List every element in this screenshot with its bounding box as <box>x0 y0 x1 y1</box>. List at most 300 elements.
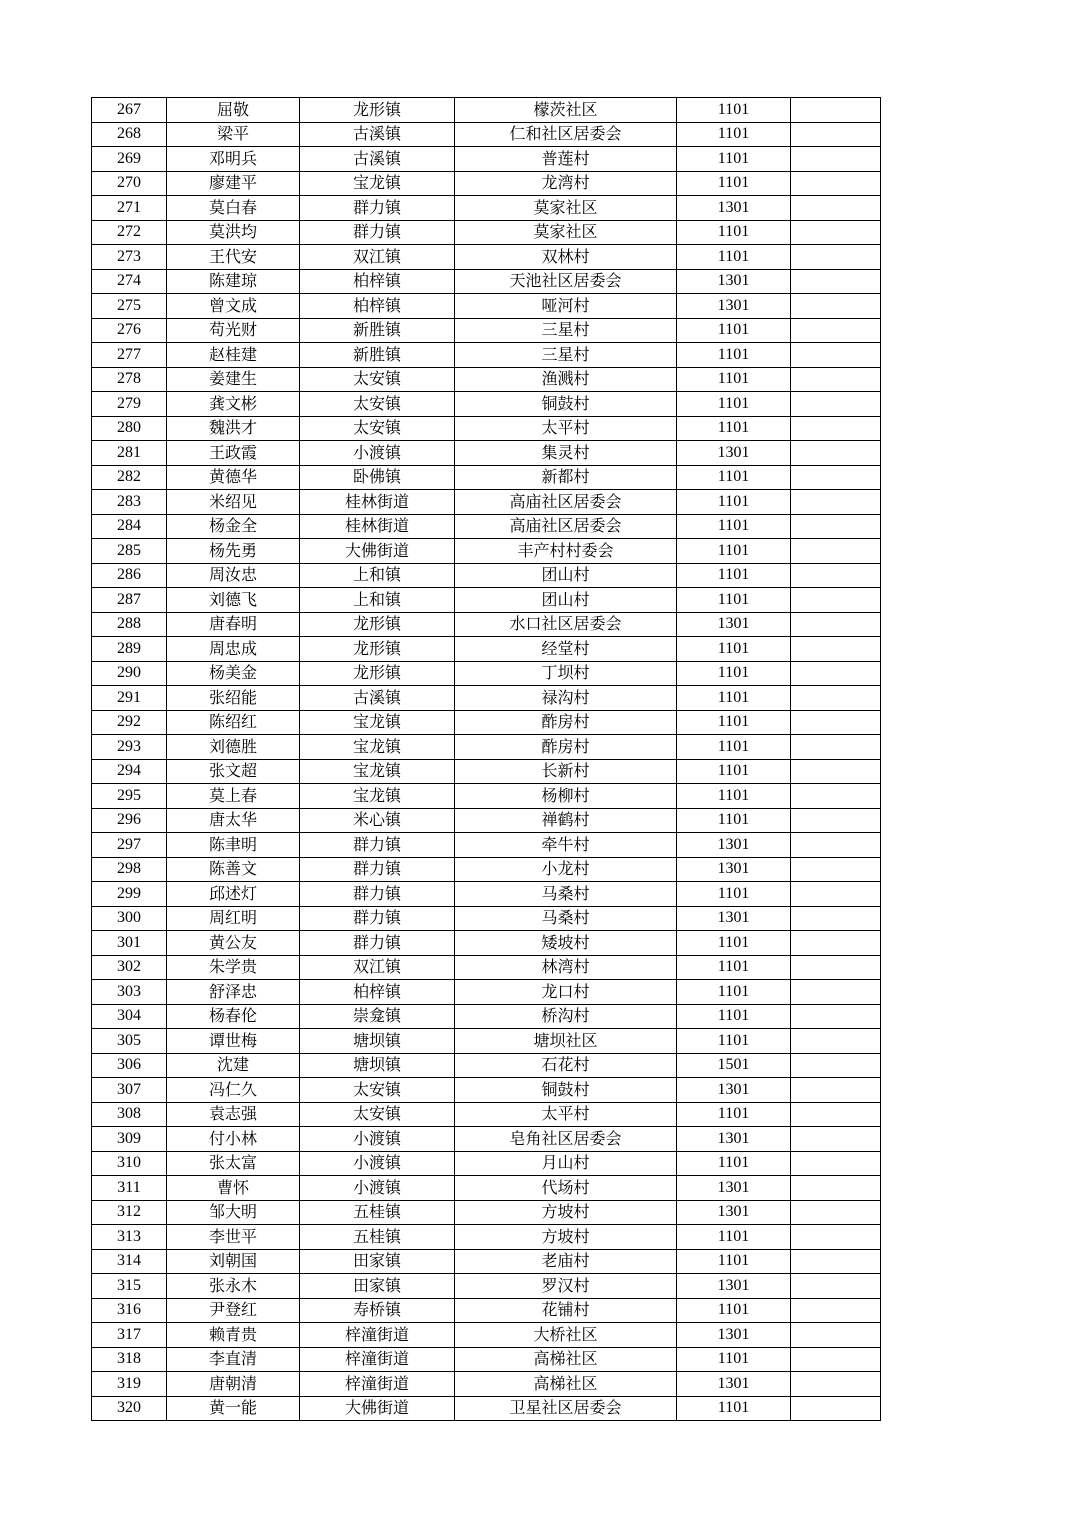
remark-cell <box>791 1102 881 1127</box>
name-cell: 尹登红 <box>167 1298 300 1323</box>
row-number-cell: 316 <box>92 1298 167 1323</box>
remark-cell <box>791 539 881 564</box>
row-number-cell: 289 <box>92 637 167 662</box>
row-number-cell: 312 <box>92 1200 167 1225</box>
table-row <box>92 1078 881 1103</box>
remark-cell <box>791 392 881 417</box>
remark-cell <box>791 1176 881 1201</box>
table-row <box>92 1004 881 1029</box>
row-number-cell: 273 <box>92 245 167 270</box>
town-cell: 崇龛镇 <box>300 1004 455 1029</box>
village-cell: 高庙社区居委会 <box>455 490 677 515</box>
name-cell: 刘朝国 <box>167 1249 300 1274</box>
code-cell: 1101 <box>677 1004 791 1029</box>
remark-cell <box>791 1323 881 1348</box>
town-cell: 卧佛镇 <box>300 465 455 490</box>
row-number-cell: 280 <box>92 416 167 441</box>
code-cell: 1101 <box>677 661 791 686</box>
town-cell: 太安镇 <box>300 1102 455 1127</box>
name-cell: 舒泽忠 <box>167 980 300 1005</box>
village-cell: 老庙村 <box>455 1249 677 1274</box>
remark-cell <box>791 514 881 539</box>
remark-cell <box>791 906 881 931</box>
table-row <box>92 465 881 490</box>
name-cell: 唐春明 <box>167 612 300 637</box>
name-cell: 陈聿明 <box>167 833 300 858</box>
code-cell: 1301 <box>677 1323 791 1348</box>
table-row <box>92 1102 881 1127</box>
code-cell: 1101 <box>677 686 791 711</box>
remark-cell <box>791 1151 881 1176</box>
remark-cell <box>791 735 881 760</box>
village-cell: 马桑村 <box>455 906 677 931</box>
remark-cell <box>791 980 881 1005</box>
town-cell: 宝龙镇 <box>300 710 455 735</box>
row-number-cell: 295 <box>92 784 167 809</box>
name-cell: 杨金全 <box>167 514 300 539</box>
code-cell: 1101 <box>677 343 791 368</box>
town-cell: 上和镇 <box>300 563 455 588</box>
village-cell: 天池社区居委会 <box>455 269 677 294</box>
row-number-cell: 270 <box>92 171 167 196</box>
row-number-cell: 310 <box>92 1151 167 1176</box>
village-cell: 团山村 <box>455 563 677 588</box>
village-cell: 莫家社区 <box>455 220 677 245</box>
village-cell: 花铺村 <box>455 1298 677 1323</box>
name-cell: 屈敬 <box>167 98 300 123</box>
table-row <box>92 392 881 417</box>
name-cell: 唐朝清 <box>167 1372 300 1397</box>
table-row <box>92 1029 881 1054</box>
row-number-cell: 318 <box>92 1347 167 1372</box>
table-row <box>92 1225 881 1250</box>
code-cell: 1301 <box>677 612 791 637</box>
town-cell: 梓潼街道 <box>300 1347 455 1372</box>
village-cell: 水口社区居委会 <box>455 612 677 637</box>
name-cell: 陈善文 <box>167 857 300 882</box>
remark-cell <box>791 1029 881 1054</box>
remark-cell <box>791 882 881 907</box>
code-cell: 1301 <box>677 1176 791 1201</box>
remark-cell <box>791 490 881 515</box>
roster-table <box>91 97 881 1421</box>
code-cell: 1101 <box>677 98 791 123</box>
remark-cell <box>791 808 881 833</box>
village-cell: 长新村 <box>455 759 677 784</box>
table-row <box>92 122 881 147</box>
name-cell: 刘德飞 <box>167 588 300 613</box>
table-row <box>92 955 881 980</box>
code-cell: 1101 <box>677 1396 791 1421</box>
row-number-cell: 298 <box>92 857 167 882</box>
code-cell: 1101 <box>677 318 791 343</box>
town-cell: 双江镇 <box>300 955 455 980</box>
code-cell: 1101 <box>677 759 791 784</box>
town-cell: 柏梓镇 <box>300 269 455 294</box>
remark-cell <box>791 1249 881 1274</box>
town-cell: 小渡镇 <box>300 1176 455 1201</box>
remark-cell <box>791 1053 881 1078</box>
code-cell: 1101 <box>677 392 791 417</box>
table-row <box>92 367 881 392</box>
town-cell: 群力镇 <box>300 220 455 245</box>
village-cell: 龙湾村 <box>455 171 677 196</box>
remark-cell <box>791 833 881 858</box>
town-cell: 龙形镇 <box>300 661 455 686</box>
village-cell: 经堂村 <box>455 637 677 662</box>
name-cell: 李直清 <box>167 1347 300 1372</box>
row-number-cell: 304 <box>92 1004 167 1029</box>
name-cell: 唐太华 <box>167 808 300 833</box>
village-cell: 禅鹤村 <box>455 808 677 833</box>
village-cell: 皂角社区居委会 <box>455 1127 677 1152</box>
remark-cell <box>791 563 881 588</box>
table-row <box>92 563 881 588</box>
table-row <box>92 1176 881 1201</box>
village-cell: 檬茨社区 <box>455 98 677 123</box>
code-cell: 1501 <box>677 1053 791 1078</box>
table-row <box>92 1200 881 1225</box>
remark-cell <box>791 343 881 368</box>
table-row <box>92 1372 881 1397</box>
name-cell: 赵桂建 <box>167 343 300 368</box>
name-cell: 周汝忠 <box>167 563 300 588</box>
remark-cell <box>791 465 881 490</box>
remark-cell <box>791 588 881 613</box>
table-row <box>92 269 881 294</box>
town-cell: 柏梓镇 <box>300 294 455 319</box>
name-cell: 邓明兵 <box>167 147 300 172</box>
table-row <box>92 710 881 735</box>
code-cell: 1301 <box>677 294 791 319</box>
row-number-cell: 268 <box>92 122 167 147</box>
name-cell: 王代安 <box>167 245 300 270</box>
row-number-cell: 272 <box>92 220 167 245</box>
table-row <box>92 343 881 368</box>
table-row <box>92 98 881 123</box>
row-number-cell: 305 <box>92 1029 167 1054</box>
row-number-cell: 301 <box>92 931 167 956</box>
row-number-cell: 277 <box>92 343 167 368</box>
code-cell: 1101 <box>677 1347 791 1372</box>
row-number-cell: 308 <box>92 1102 167 1127</box>
remark-cell <box>791 1396 881 1421</box>
table-row <box>92 1323 881 1348</box>
code-cell: 1101 <box>677 882 791 907</box>
remark-cell <box>791 1372 881 1397</box>
village-cell: 铜鼓村 <box>455 1078 677 1103</box>
name-cell: 杨美金 <box>167 661 300 686</box>
name-cell: 苟光财 <box>167 318 300 343</box>
row-number-cell: 303 <box>92 980 167 1005</box>
name-cell: 邹大明 <box>167 1200 300 1225</box>
row-number-cell: 271 <box>92 196 167 221</box>
code-cell: 1101 <box>677 1298 791 1323</box>
table-row <box>92 1249 881 1274</box>
code-cell: 1101 <box>677 563 791 588</box>
table-row <box>92 416 881 441</box>
village-cell: 三星村 <box>455 318 677 343</box>
code-cell: 1301 <box>677 1372 791 1397</box>
town-cell: 五桂镇 <box>300 1225 455 1250</box>
town-cell: 宝龙镇 <box>300 171 455 196</box>
row-number-cell: 284 <box>92 514 167 539</box>
table-row <box>92 171 881 196</box>
remark-cell <box>791 1127 881 1152</box>
remark-cell <box>791 294 881 319</box>
row-number-cell: 282 <box>92 465 167 490</box>
town-cell: 宝龙镇 <box>300 784 455 809</box>
village-cell: 新都村 <box>455 465 677 490</box>
code-cell: 1301 <box>677 1274 791 1299</box>
town-cell: 梓潼街道 <box>300 1372 455 1397</box>
row-number-cell: 267 <box>92 98 167 123</box>
name-cell: 邱述灯 <box>167 882 300 907</box>
remark-cell <box>791 686 881 711</box>
name-cell: 莫上春 <box>167 784 300 809</box>
remark-cell <box>791 1298 881 1323</box>
village-cell: 卫星社区居委会 <box>455 1396 677 1421</box>
remark-cell <box>791 245 881 270</box>
remark-cell <box>791 171 881 196</box>
name-cell: 杨春伦 <box>167 1004 300 1029</box>
name-cell: 曹怀 <box>167 1176 300 1201</box>
town-cell: 群力镇 <box>300 882 455 907</box>
row-number-cell: 279 <box>92 392 167 417</box>
town-cell: 群力镇 <box>300 931 455 956</box>
row-number-cell: 291 <box>92 686 167 711</box>
code-cell: 1101 <box>677 122 791 147</box>
name-cell: 黄公友 <box>167 931 300 956</box>
name-cell: 龚文彬 <box>167 392 300 417</box>
town-cell: 大佛街道 <box>300 1396 455 1421</box>
village-cell: 双林村 <box>455 245 677 270</box>
village-cell: 方坡村 <box>455 1225 677 1250</box>
name-cell: 王政霞 <box>167 441 300 466</box>
code-cell: 1101 <box>677 514 791 539</box>
remark-cell <box>791 1225 881 1250</box>
row-number-cell: 281 <box>92 441 167 466</box>
code-cell: 1101 <box>677 465 791 490</box>
code-cell: 1301 <box>677 1078 791 1103</box>
town-cell: 宝龙镇 <box>300 759 455 784</box>
village-cell: 禄沟村 <box>455 686 677 711</box>
code-cell: 1101 <box>677 367 791 392</box>
name-cell: 梁平 <box>167 122 300 147</box>
table-row <box>92 1274 881 1299</box>
village-cell: 哑河村 <box>455 294 677 319</box>
remark-cell <box>791 784 881 809</box>
town-cell: 龙形镇 <box>300 637 455 662</box>
row-number-cell: 288 <box>92 612 167 637</box>
row-number-cell: 319 <box>92 1372 167 1397</box>
remark-cell <box>791 1274 881 1299</box>
remark-cell <box>791 637 881 662</box>
town-cell: 双江镇 <box>300 245 455 270</box>
name-cell: 张永木 <box>167 1274 300 1299</box>
table-row <box>92 661 881 686</box>
row-number-cell: 306 <box>92 1053 167 1078</box>
code-cell: 1101 <box>677 539 791 564</box>
code-cell: 1301 <box>677 269 791 294</box>
name-cell: 朱学贵 <box>167 955 300 980</box>
village-cell: 大桥社区 <box>455 1323 677 1348</box>
table-row <box>92 759 881 784</box>
name-cell: 黄德华 <box>167 465 300 490</box>
village-cell: 高庙社区居委会 <box>455 514 677 539</box>
town-cell: 新胜镇 <box>300 318 455 343</box>
name-cell: 姜建生 <box>167 367 300 392</box>
name-cell: 谭世梅 <box>167 1029 300 1054</box>
village-cell: 矮坡村 <box>455 931 677 956</box>
row-number-cell: 302 <box>92 955 167 980</box>
name-cell: 张绍能 <box>167 686 300 711</box>
table-row <box>92 1127 881 1152</box>
village-cell: 酢房村 <box>455 710 677 735</box>
remark-cell <box>791 269 881 294</box>
remark-cell <box>791 220 881 245</box>
row-number-cell: 307 <box>92 1078 167 1103</box>
village-cell: 罗汉村 <box>455 1274 677 1299</box>
code-cell: 1101 <box>677 955 791 980</box>
town-cell: 塘坝镇 <box>300 1053 455 1078</box>
village-cell: 渔溅村 <box>455 367 677 392</box>
village-cell: 高梯社区 <box>455 1347 677 1372</box>
remark-cell <box>791 122 881 147</box>
table-row <box>92 833 881 858</box>
table-row <box>92 318 881 343</box>
row-number-cell: 317 <box>92 1323 167 1348</box>
town-cell: 太安镇 <box>300 392 455 417</box>
town-cell: 寿桥镇 <box>300 1298 455 1323</box>
name-cell: 黄一能 <box>167 1396 300 1421</box>
table-row <box>92 931 881 956</box>
town-cell: 田家镇 <box>300 1274 455 1299</box>
row-number-cell: 315 <box>92 1274 167 1299</box>
town-cell: 龙形镇 <box>300 98 455 123</box>
row-number-cell: 292 <box>92 710 167 735</box>
row-number-cell: 320 <box>92 1396 167 1421</box>
town-cell: 米心镇 <box>300 808 455 833</box>
table-row <box>92 686 881 711</box>
code-cell: 1101 <box>677 220 791 245</box>
name-cell: 沈建 <box>167 1053 300 1078</box>
name-cell: 赖青贵 <box>167 1323 300 1348</box>
row-number-cell: 313 <box>92 1225 167 1250</box>
town-cell: 古溪镇 <box>300 147 455 172</box>
remark-cell <box>791 98 881 123</box>
village-cell: 塘坝社区 <box>455 1029 677 1054</box>
table-row <box>92 980 881 1005</box>
row-number-cell: 269 <box>92 147 167 172</box>
town-cell: 桂林街道 <box>300 514 455 539</box>
code-cell: 1101 <box>677 784 791 809</box>
town-cell: 田家镇 <box>300 1249 455 1274</box>
row-number-cell: 290 <box>92 661 167 686</box>
name-cell: 袁志强 <box>167 1102 300 1127</box>
table-row <box>92 612 881 637</box>
code-cell: 1301 <box>677 1127 791 1152</box>
name-cell: 魏洪才 <box>167 416 300 441</box>
name-cell: 曾文成 <box>167 294 300 319</box>
name-cell: 陈建琼 <box>167 269 300 294</box>
code-cell: 1301 <box>677 906 791 931</box>
town-cell: 太安镇 <box>300 416 455 441</box>
remark-cell <box>791 318 881 343</box>
row-number-cell: 274 <box>92 269 167 294</box>
code-cell: 1101 <box>677 1225 791 1250</box>
row-number-cell: 276 <box>92 318 167 343</box>
table-row <box>92 1053 881 1078</box>
village-cell: 桥沟村 <box>455 1004 677 1029</box>
town-cell: 小渡镇 <box>300 441 455 466</box>
row-number-cell: 285 <box>92 539 167 564</box>
village-cell: 杨柳村 <box>455 784 677 809</box>
code-cell: 1101 <box>677 171 791 196</box>
row-number-cell: 278 <box>92 367 167 392</box>
remark-cell <box>791 857 881 882</box>
name-cell: 米绍见 <box>167 490 300 515</box>
name-cell: 李世平 <box>167 1225 300 1250</box>
table-row <box>92 906 881 931</box>
village-cell: 石花村 <box>455 1053 677 1078</box>
code-cell: 1301 <box>677 441 791 466</box>
name-cell: 廖建平 <box>167 171 300 196</box>
name-cell: 周忠成 <box>167 637 300 662</box>
code-cell: 1101 <box>677 1102 791 1127</box>
row-number-cell: 287 <box>92 588 167 613</box>
village-cell: 集灵村 <box>455 441 677 466</box>
name-cell: 莫洪均 <box>167 220 300 245</box>
table-row <box>92 220 881 245</box>
village-cell: 普莲村 <box>455 147 677 172</box>
code-cell: 1101 <box>677 1151 791 1176</box>
code-cell: 1101 <box>677 1249 791 1274</box>
village-cell: 方坡村 <box>455 1200 677 1225</box>
table-row <box>92 245 881 270</box>
town-cell: 柏梓镇 <box>300 980 455 1005</box>
table-row <box>92 539 881 564</box>
table-row <box>92 784 881 809</box>
code-cell: 1101 <box>677 245 791 270</box>
village-cell: 马桑村 <box>455 882 677 907</box>
village-cell: 龙口村 <box>455 980 677 1005</box>
town-cell: 群力镇 <box>300 196 455 221</box>
code-cell: 1301 <box>677 833 791 858</box>
village-cell: 仁和社区居委会 <box>455 122 677 147</box>
remark-cell <box>791 759 881 784</box>
village-cell: 高梯社区 <box>455 1372 677 1397</box>
town-cell: 小渡镇 <box>300 1151 455 1176</box>
row-number-cell: 309 <box>92 1127 167 1152</box>
row-number-cell: 311 <box>92 1176 167 1201</box>
table-row <box>92 808 881 833</box>
village-cell: 团山村 <box>455 588 677 613</box>
code-cell: 1101 <box>677 931 791 956</box>
code-cell: 1101 <box>677 808 791 833</box>
remark-cell <box>791 710 881 735</box>
remark-cell <box>791 196 881 221</box>
village-cell: 太平村 <box>455 1102 677 1127</box>
town-cell: 古溪镇 <box>300 122 455 147</box>
code-cell: 1101 <box>677 735 791 760</box>
table-row <box>92 441 881 466</box>
table-row <box>92 514 881 539</box>
town-cell: 龙形镇 <box>300 612 455 637</box>
town-cell: 太安镇 <box>300 1078 455 1103</box>
code-cell: 1101 <box>677 637 791 662</box>
row-number-cell: 283 <box>92 490 167 515</box>
